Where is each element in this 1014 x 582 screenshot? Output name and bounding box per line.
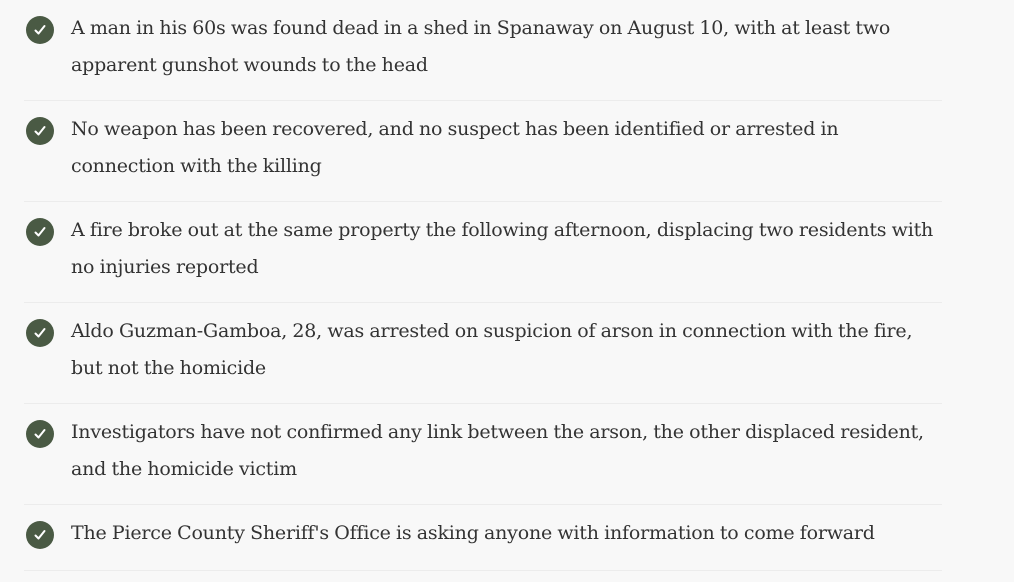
list-item-text: A man in his 60s was found dead in a shed in Spanaway on August 10, with at least two apparent gunshot wounds to the head xyxy=(71,17,891,76)
checkmark-circle-icon xyxy=(26,16,54,44)
list-item-text: Aldo Guzman-Gamboa, 28, was arrested on suspicion of arson in connection with the fire, but not the homicide xyxy=(71,320,913,379)
checkmark-circle-icon xyxy=(26,521,54,549)
checkmark-circle-icon xyxy=(26,218,54,246)
list-item-text: Investigators have not confirmed any link between the arson, the other displaced resident, and the homicide victim xyxy=(71,421,924,480)
list-item xyxy=(24,505,942,571)
list-item-text: No weapon has been recovered, and no suspect has been identified or arrested in connection with the killing xyxy=(71,118,839,177)
checkmark-circle-icon xyxy=(26,319,54,347)
list-item xyxy=(24,0,942,101)
checkmark-circle-icon xyxy=(26,117,54,145)
list-item-text: A fire broke out at the same property the following afternoon, displacing two residents with no injuries reported xyxy=(71,219,934,278)
list-item xyxy=(24,303,942,404)
checkmark-circle-icon xyxy=(26,420,54,448)
list-item xyxy=(24,202,942,303)
list-item-text: The Pierce County Sheriff's Office is asking anyone with information to come forward xyxy=(71,522,875,544)
list-item xyxy=(24,404,942,505)
list-item xyxy=(24,101,942,202)
